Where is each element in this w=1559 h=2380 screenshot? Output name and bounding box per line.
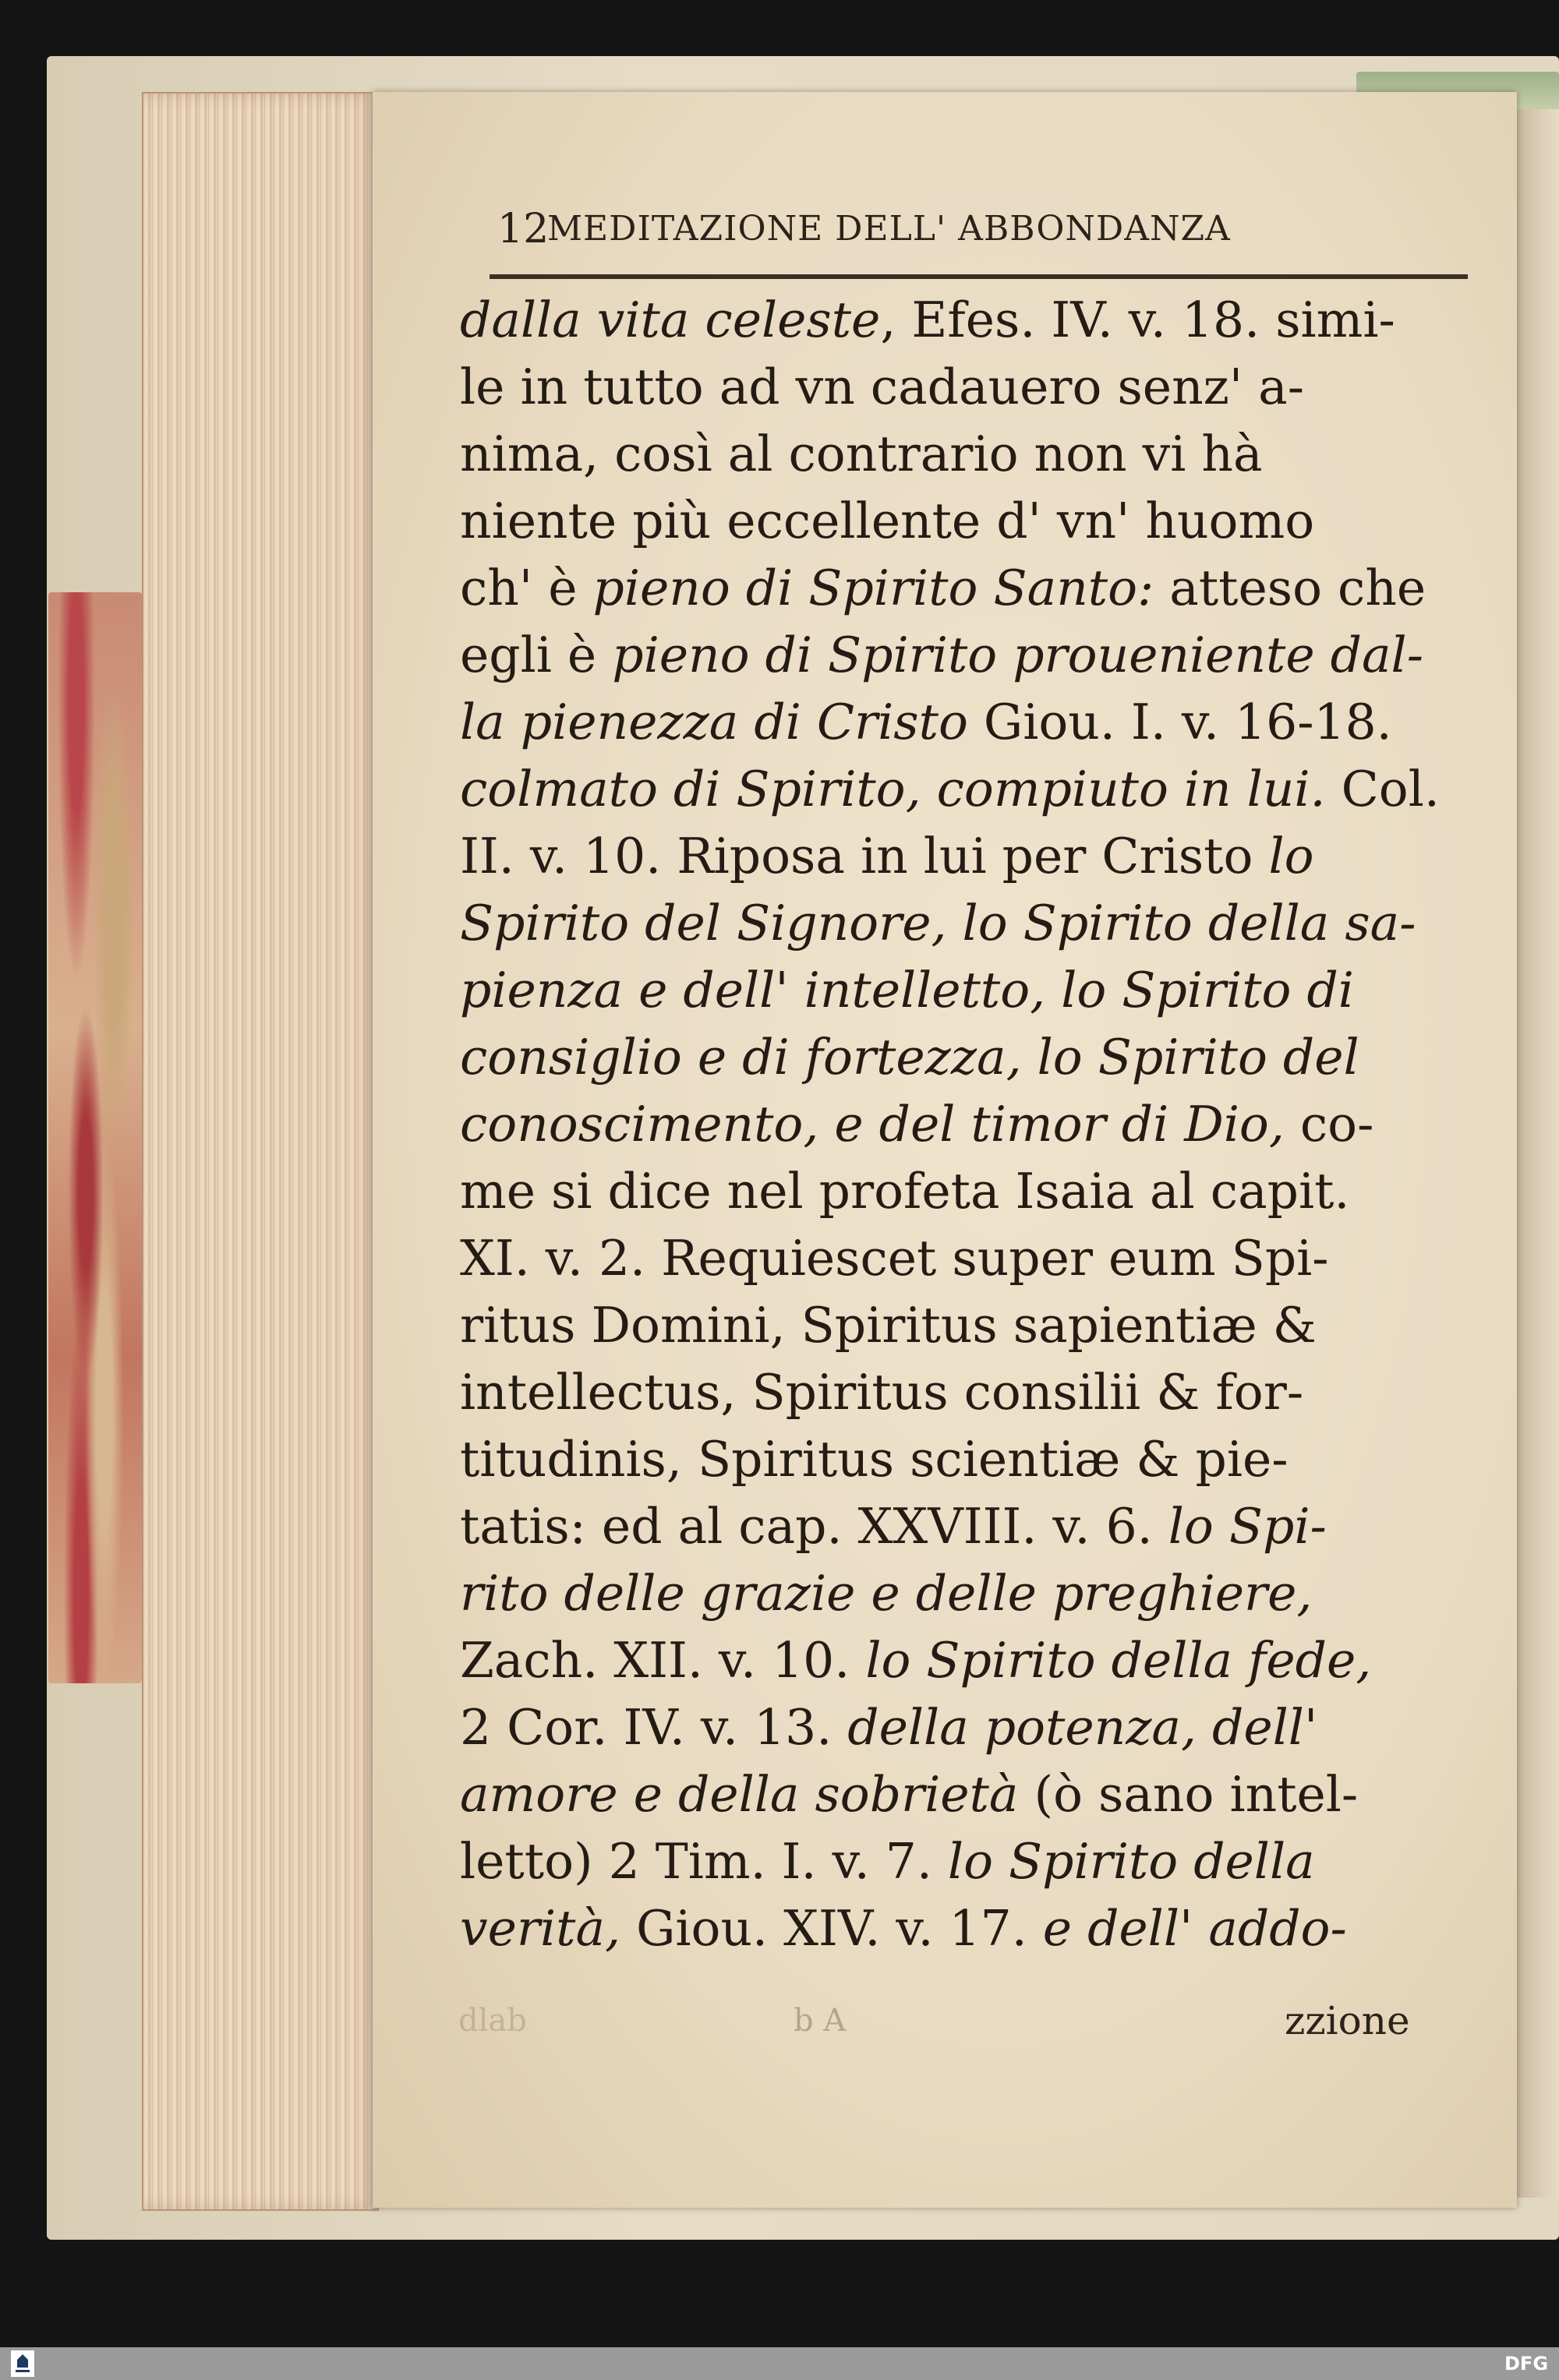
italic-text-segment: della potenza, dell' [847,1699,1318,1756]
text-segment: ch' è [460,560,593,616]
text-segment: (ò sano intel- [1018,1766,1359,1823]
italic-text-segment: e dell' addo- [1042,1900,1347,1957]
running-head: MEDITAZIONE DELL' ABBONDANZA [547,209,1231,249]
text-segment: 2 Cor. IV. v. 13. [460,1699,848,1756]
text-line [460,1359,1473,1426]
library-logo-icon [11,2350,34,2377]
italic-text-segment: pienza e dell' intelletto, lo Spirito di [460,962,1354,1019]
text-line [460,1225,1473,1292]
text-line [460,890,1473,957]
text-segment: Col. [1325,761,1440,817]
text-segment: titudinis, Spiritus scientiæ & pie- [460,1431,1289,1488]
italic-text-segment: lo Spi- [1168,1498,1327,1555]
text-line [460,1828,1473,1895]
text-segment: , Efes. IV. v. 18. simi- [880,291,1395,348]
facing-page-edge [1512,109,1559,2198]
text-line [460,1895,1473,1962]
text-segment: Zach. XII. v. 10. [460,1632,866,1689]
text-segment: intellectus, Spiritus consilii & for- [460,1364,1304,1421]
text-segment: atteso che [1154,560,1426,616]
text-line [460,1694,1473,1761]
text-line [460,287,1473,354]
text-segment: le in tutto ad vn cadauero senz' a- [460,358,1305,415]
text-segment: letto) 2 Tim. I. v. 7. [460,1833,948,1890]
italic-text-segment: lo [1268,828,1314,885]
italic-text-segment: pieno di Spirito Santo: [592,560,1154,616]
text-segment: me si dice nel profeta Isaia al capit. [460,1163,1350,1220]
text-line [460,1292,1473,1359]
text-line [460,957,1473,1024]
page-number: 12 [497,206,550,252]
text-line [460,488,1473,555]
text-segment: Giou. I. v. 16-18. [967,694,1392,750]
italic-text-segment: lo Spirito della [947,1833,1315,1890]
text-line [460,354,1473,421]
header-rule [490,274,1468,279]
viewer-footer-bar [0,2347,1559,2380]
text-line [460,1493,1473,1560]
text-line [460,1426,1473,1493]
catchword: zzione [1285,1998,1410,2043]
dfg-label: DFG [1504,2353,1549,2375]
italic-text-segment: pieno di Spirito proueniente dal- [612,627,1423,683]
marbled-endpaper [48,592,142,1683]
text-line [460,1158,1473,1225]
page-text [460,287,1473,2079]
book-page [373,92,1517,2208]
italic-text-segment: rito delle grazie e delle preghiere, [460,1565,1313,1622]
text-line [460,555,1473,622]
text-line [460,823,1473,890]
text-segment: II. v. 10. Riposa in lui per Cristo [460,828,1269,885]
italic-text-segment: verità, [460,1900,621,1957]
text-segment: ritus Domini, Spiritus sapientiæ & [460,1297,1317,1354]
text-segment: Giou. XIV. v. 17. [620,1900,1043,1957]
italic-text-segment: consiglio e di fortezza, lo Spirito del [460,1029,1359,1086]
page-edges-block [142,92,379,2211]
text-line [460,421,1473,488]
text-segment: niente più eccellente d' vn' huomo [460,493,1315,549]
text-line [460,622,1473,689]
italic-text-segment: amore e della sobrietà [460,1766,1019,1823]
italic-text-segment: dalla vita celeste [460,291,881,348]
text-line [460,689,1473,756]
text-line [460,1024,1473,1091]
text-line [460,1560,1473,1627]
text-segment: nima, così al contrario non vi hà [460,426,1263,482]
italic-text-segment: lo Spirito della fede, [865,1632,1372,1689]
italic-text-segment: la pienezza di Cristo [460,694,968,750]
text-line [460,1761,1473,1828]
text-segment: co- [1284,1096,1374,1153]
text-line [460,756,1473,823]
text-line [460,1627,1473,1694]
signature-mark: b A [794,2003,847,2039]
italic-text-segment: colmato di Spirito, compiuto in lui. [460,761,1326,817]
text-segment: XI. v. 2. Requiescet super eum Spi- [460,1230,1329,1287]
italic-text-segment: conoscimento, e del timor di Dio, [460,1096,1285,1153]
italic-text-segment: Spirito del Signore, lo Spirito della sa- [460,895,1416,952]
text-line [460,1091,1473,1158]
show-through-text: dlab [458,2003,527,2039]
text-segment: tatis: ed al cap. XXVIII. v. 6. [460,1498,1168,1555]
page-header [497,192,1464,267]
text-segment: egli è [460,627,613,683]
